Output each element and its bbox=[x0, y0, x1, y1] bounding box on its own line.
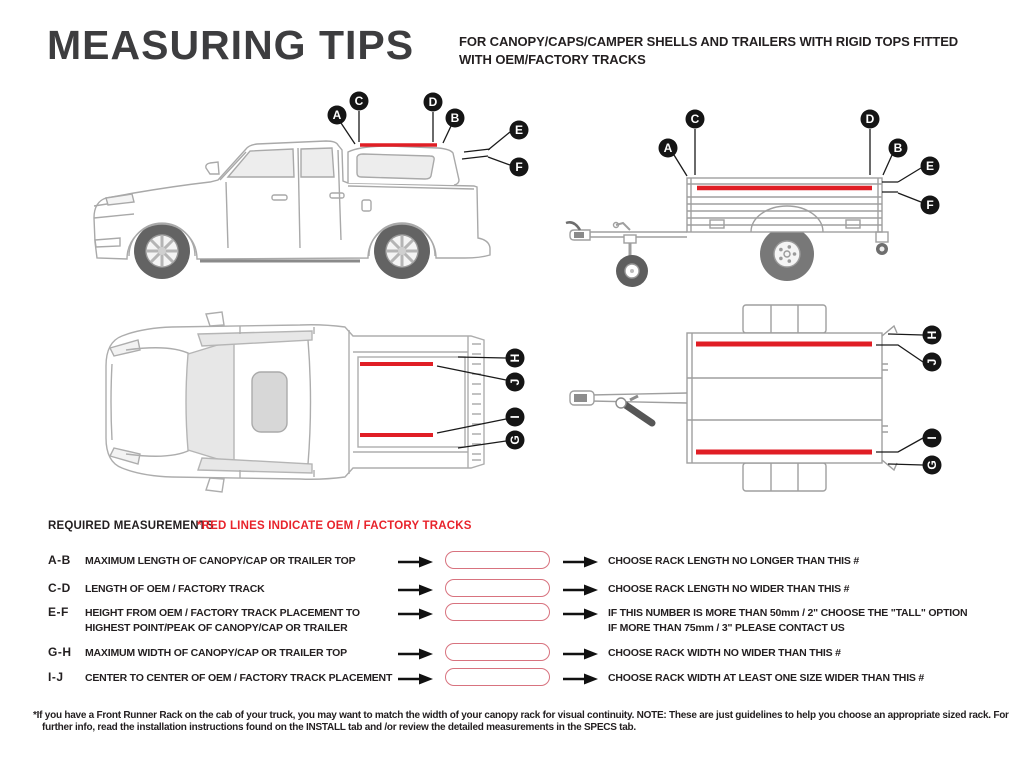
callout-d-icon bbox=[424, 93, 443, 112]
trailer-top-art bbox=[570, 305, 897, 491]
truck-top-view-diagram bbox=[60, 300, 540, 510]
svg-text:A: A bbox=[332, 108, 342, 122]
pickup-truck-top-art bbox=[106, 312, 484, 492]
measurement-guidance: CHOOSE RACK WIDTH NO WIDER THAN THIS # bbox=[608, 647, 841, 659]
truck-side-view-diagram bbox=[60, 90, 540, 300]
callout-f-icon bbox=[921, 196, 940, 215]
arrow-right-icon bbox=[563, 555, 599, 567]
measurement-id: A-B bbox=[48, 553, 71, 567]
measurement-value-box bbox=[445, 643, 550, 661]
callout-a-icon bbox=[328, 106, 347, 125]
callout-f-icon bbox=[510, 158, 529, 177]
callout-c-icon bbox=[350, 92, 369, 111]
measurement-guidance: CHOOSE RACK LENGTH NO WIDER THAN THIS # bbox=[608, 583, 850, 595]
callout-h-icon bbox=[506, 349, 525, 368]
svg-text:G: G bbox=[508, 435, 522, 445]
measurement-id: G-H bbox=[48, 645, 72, 659]
red-lines-note: *RED LINES INDICATE OEM / FACTORY TRACKS bbox=[197, 520, 472, 532]
svg-text:J: J bbox=[508, 378, 522, 386]
callout-g-icon bbox=[923, 456, 942, 475]
measurement-value-box bbox=[445, 603, 550, 621]
svg-text:I: I bbox=[925, 436, 939, 440]
callout-i-icon bbox=[506, 408, 525, 427]
svg-text:D: D bbox=[865, 112, 875, 126]
svg-text:C: C bbox=[354, 94, 364, 108]
arrow-right-icon bbox=[563, 583, 599, 595]
measurement-guidance: CHOOSE RACK WIDTH AT LEAST ONE SIZE WIDER THAN THIS # bbox=[608, 672, 925, 684]
arrow-right-icon bbox=[398, 583, 434, 595]
callout-j-icon bbox=[506, 373, 525, 392]
measurement-description: CENTER TO CENTER OF OEM / FACTORY TRACK PLACEMENT bbox=[85, 672, 393, 684]
svg-text:B: B bbox=[450, 111, 460, 125]
measurement-guidance: CHOOSE RACK LENGTH NO LONGER THAN THIS # bbox=[608, 555, 860, 567]
measurement-id: E-F bbox=[48, 605, 69, 619]
callout-g-icon bbox=[506, 431, 525, 450]
trailer-top-view-diagram bbox=[560, 300, 1000, 510]
measurement-id: C-D bbox=[48, 581, 71, 595]
svg-text:F: F bbox=[926, 198, 934, 212]
callout-h-icon bbox=[923, 326, 942, 345]
measurement-value-box bbox=[445, 668, 550, 686]
arrow-right-icon bbox=[398, 555, 434, 567]
trailer-top-callouts bbox=[923, 326, 942, 475]
svg-text:D: D bbox=[428, 95, 438, 109]
svg-text:J: J bbox=[925, 358, 939, 366]
arrow-right-icon bbox=[563, 647, 599, 659]
callout-j-icon bbox=[923, 353, 942, 372]
callout-a-icon bbox=[659, 139, 678, 158]
truck-top-callouts bbox=[506, 349, 525, 450]
subtitle-line-1: FOR CANOPY/CAPS/CAMPER SHELLS AND TRAILERS WITH RIGID TOPS FITTED bbox=[459, 34, 959, 49]
footnote: *If you have a Front Runner Rack on the cab of your truck, you may want to match the width of your canopy rack for visual continuity. NOTE: These are just guidelines to help you choose an appropriate sized rack. For further info, read the installation instructions found on the INSTALL tab and /or review the detailed measurements in the SPECS tab. bbox=[33, 710, 1009, 733]
callout-i-icon bbox=[923, 429, 942, 448]
svg-text:I: I bbox=[508, 415, 522, 419]
svg-text:H: H bbox=[925, 330, 939, 340]
required-measurements-heading: REQUIRED MEASUREMENTS bbox=[48, 520, 214, 532]
measurement-description: LENGTH OF OEM / FACTORY TRACK bbox=[85, 583, 265, 595]
pickup-truck-side-art bbox=[94, 141, 490, 279]
subtitle-line-2: WITH OEM/FACTORY TRACKS bbox=[459, 52, 646, 67]
arrow-right-icon bbox=[563, 607, 599, 619]
trailer-side-view-diagram bbox=[560, 90, 1000, 300]
callout-c-icon bbox=[686, 110, 705, 129]
arrow-right-icon bbox=[398, 607, 434, 619]
svg-text:G: G bbox=[925, 460, 939, 470]
page-title: MEASURING TIPS bbox=[47, 22, 415, 68]
measurement-value-box bbox=[445, 551, 550, 569]
arrow-right-icon bbox=[398, 672, 434, 684]
arrow-right-icon bbox=[398, 647, 434, 659]
callout-d-icon bbox=[861, 110, 880, 129]
page-subtitle bbox=[459, 33, 958, 69]
measurement-value-box bbox=[445, 579, 550, 597]
measurement-description: HEIGHT FROM OEM / FACTORY TRACK PLACEMENT TO HIGHEST POINT/PEAK OF CANOPY/CAP OR TRAILER bbox=[85, 607, 360, 634]
callout-e-icon bbox=[510, 121, 529, 140]
measurement-description: MAXIMUM WIDTH OF CANOPY/CAP OR TRAILER TOP bbox=[85, 647, 347, 659]
callout-b-icon bbox=[446, 109, 465, 128]
measurement-guidance: IF THIS NUMBER IS MORE THAN 50mm / 2" CHOOSE THE "TALL" OPTION IF MORE THAN 75mm / 3" PLEASE CONTACT US bbox=[608, 607, 968, 634]
measurement-description: MAXIMUM LENGTH OF CANOPY/CAP OR TRAILER TOP bbox=[85, 555, 356, 567]
arrow-right-icon bbox=[563, 672, 599, 684]
callout-b-icon bbox=[889, 139, 908, 158]
svg-text:B: B bbox=[893, 141, 903, 155]
svg-text:H: H bbox=[508, 353, 522, 363]
svg-text:E: E bbox=[925, 159, 935, 173]
trailer-side-art bbox=[566, 178, 888, 287]
callout-connector-lines bbox=[876, 334, 923, 465]
svg-text:E: E bbox=[514, 123, 524, 137]
callout-e-icon bbox=[921, 157, 940, 176]
svg-text:C: C bbox=[690, 112, 700, 126]
svg-text:F: F bbox=[515, 160, 523, 174]
measurement-id: I-J bbox=[48, 670, 64, 684]
svg-text:A: A bbox=[663, 141, 673, 155]
